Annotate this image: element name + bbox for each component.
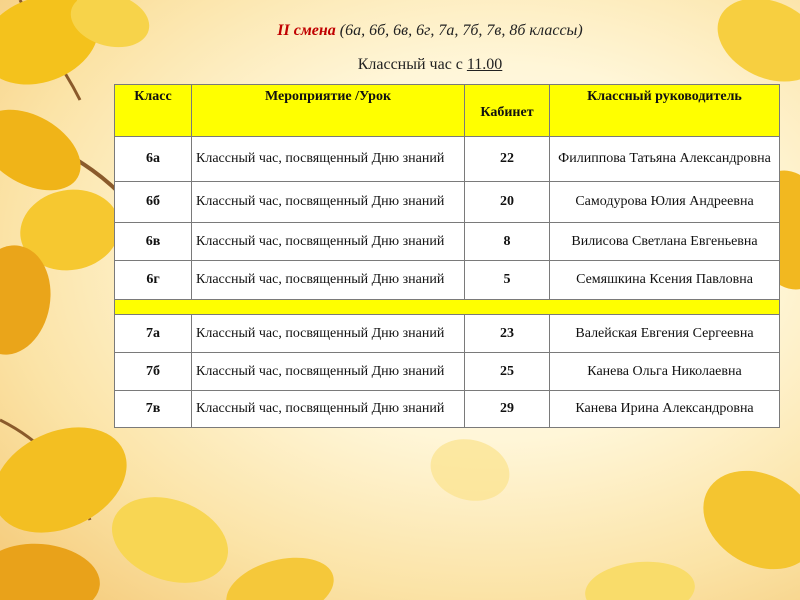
- leaf-icon: [424, 431, 517, 510]
- table-row: [115, 391, 780, 428]
- cell-class: 6в: [115, 223, 192, 261]
- cell-teacher: Валейская Евгения Сергеевна: [550, 315, 780, 353]
- table-row: [115, 223, 780, 261]
- cell-event: Классный час, посвященный Дню знаний: [192, 315, 465, 353]
- cell-room: 5: [465, 261, 550, 300]
- schedule-table: [114, 84, 780, 428]
- cell-event: Классный час, посвященный Дню знаний: [192, 223, 465, 261]
- table-row: [115, 353, 780, 391]
- cell-event: Классный час, посвященный Дню знаний: [192, 182, 465, 223]
- column-header-event: Мероприятие /Урок: [192, 85, 465, 137]
- table-header-row: [115, 85, 780, 137]
- cell-class: 7б: [115, 353, 192, 391]
- leaf-icon: [583, 557, 697, 600]
- cell-class: 7в: [115, 391, 192, 428]
- leaf-icon: [0, 93, 95, 207]
- leaf-icon: [100, 482, 240, 598]
- subtitle-time: 11.00: [466, 56, 503, 73]
- cell-room: 25: [465, 353, 550, 391]
- shift-title: [0, 22, 800, 40]
- table-row: [115, 261, 780, 300]
- cell-room: 8: [465, 223, 550, 261]
- table-row: [115, 315, 780, 353]
- cell-teacher: Вилисова Светлана Евгеньевна: [550, 223, 780, 261]
- column-header-room: Кабинет: [465, 85, 550, 137]
- table-row: [115, 137, 780, 182]
- cell-class: 6а: [115, 137, 192, 182]
- cell-teacher: Филиппова Татьяна Александровна: [550, 137, 780, 182]
- leaf-icon: [219, 547, 341, 600]
- cell-event: Классный час, посвященный Дню знаний: [192, 353, 465, 391]
- leaf-icon: [686, 451, 800, 589]
- cell-room: 22: [465, 137, 550, 182]
- cell-class: 6б: [115, 182, 192, 223]
- cell-class: 7а: [115, 315, 192, 353]
- leaf-icon: [0, 539, 103, 600]
- cell-room: 20: [465, 182, 550, 223]
- table-separator-row: [115, 300, 780, 315]
- cell-event: Классный час, посвященный Дню знаний: [192, 391, 465, 428]
- column-header-class: Класс: [115, 85, 192, 137]
- cell-room: 23: [465, 315, 550, 353]
- separator-cell: [115, 300, 780, 315]
- cell-teacher: Самодурова Юлия Андреевна: [550, 182, 780, 223]
- subtitle-prefix: Классный час с: [357, 56, 467, 73]
- cell-event: Классный час, посвященный Дню знаний: [192, 261, 465, 300]
- table-row: [115, 182, 780, 223]
- shift-label: II смена: [277, 22, 336, 39]
- shift-classes: (6а, 6б, 6в, 6г, 7а, 7б, 7в, 8б классы): [335, 22, 583, 39]
- cell-teacher: Канева Ольга Николаевна: [550, 353, 780, 391]
- cell-room: 29: [465, 391, 550, 428]
- cell-class: 6г: [115, 261, 192, 300]
- subtitle: [0, 56, 800, 74]
- cell-event: Классный час, посвященный Дню знаний: [192, 137, 465, 182]
- cell-teacher: Канева Ирина Александровна: [550, 391, 780, 428]
- column-header-teacher: Классный руководитель: [550, 85, 780, 137]
- cell-teacher: Семяшкина Ксения Павловна: [550, 261, 780, 300]
